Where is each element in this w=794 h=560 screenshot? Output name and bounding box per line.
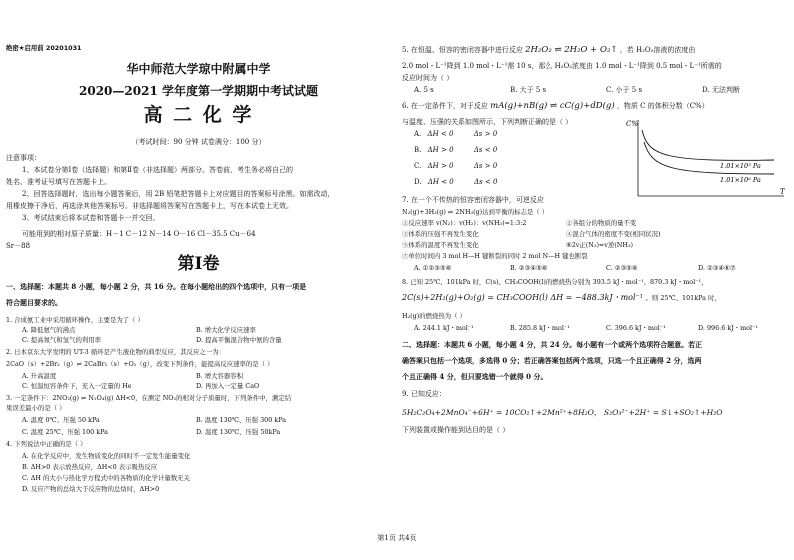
- option: C. 提高氮气和氢气的利用率: [22, 336, 102, 344]
- question-6-cont: ，物质 C 的体积分数（C%）: [616, 102, 709, 110]
- subject-title: 高 二 化 学: [143, 104, 254, 126]
- option: B. 285.8 kJ・mol⁻¹: [510, 324, 570, 332]
- option-letter: C.: [414, 162, 422, 170]
- notice-line: 姓名、准考证号填写在答题卡上。: [6, 178, 111, 186]
- option: B. 增大化学反应速率: [196, 326, 256, 334]
- option: C. 恒温恒容条件下，充入一定量的 He: [22, 382, 132, 390]
- section-2-intro: 二、选择题：本题共 6 小题，每小题 4 分，共 24 分。每小题有一个或两个选项符合题意。若正: [402, 340, 703, 349]
- section-intro: 符合题目要求的。: [6, 298, 62, 307]
- delta-s: Δs < 0: [473, 146, 498, 154]
- delta-s: Δs > 0: [473, 130, 498, 138]
- q7-item: ①反应速率 v(N₂)：v(H₂)：v(NH₃)=1:3:2: [402, 219, 527, 227]
- question-4: 4. 下列说法中正确的是（ ）: [6, 440, 87, 448]
- equation: 2C(s)+2H₂(g)+O₂(g) = CH₃COOH(l) ΔH = −488.3kJ・mol⁻¹: [402, 293, 643, 302]
- secret-mark: 绝密★启用前 20201031: [6, 44, 82, 52]
- option-letter: A.: [414, 130, 422, 138]
- question-9-line: 下列装置或操作能到达目的是（ ）: [402, 426, 510, 434]
- q7-item: ⑥2v正(N₂)=v逆(NH₃): [566, 241, 634, 249]
- question-8-cont: 。则 25℃、101kPa 时，: [645, 294, 721, 302]
- curve-lower-label: 1.01×10⁶ Pa: [720, 176, 761, 184]
- atomic-mass-line: 可能用到的相对原子质量：H－1 C－12 N－14 O－16 Cl－35.5 Cu－64: [22, 230, 256, 238]
- delta-h: ΔH < 0: [427, 178, 454, 186]
- question-5-line: 反应时间为（ ）: [402, 74, 454, 82]
- q7-item: ⑤体系的温度不再发生变化: [402, 241, 479, 249]
- delta-h: ΔH < 0: [427, 130, 454, 138]
- notice-line: 3、考试结束后将本试卷和答题卡一并交回。: [22, 214, 160, 222]
- equation: 2H₂O₂ ⇌ 2H₂O + O₂↑: [525, 45, 618, 55]
- option: A. 5 s: [414, 86, 434, 94]
- curve-upper-label: 1.01×10⁵ Pa: [720, 162, 761, 170]
- option: B. 大于 5 s: [510, 86, 547, 94]
- delta-s: Δs > 0: [473, 162, 498, 170]
- option: C. 小于 5 s: [606, 86, 643, 94]
- question-5: 5. 在恒温、恒容的密闭容器中进行反应: [402, 46, 523, 54]
- option: D. ②③④⑥⑦: [698, 264, 736, 272]
- option: C. ②③⑤⑥: [606, 264, 638, 272]
- question-5-cont: ，若 H₂O₂溶液的浓度由: [619, 46, 696, 54]
- q7-item: ③体系的压强不再发生变化: [402, 230, 479, 238]
- q7-item: ②各组分的物质的量不变: [566, 219, 637, 227]
- option: A. 在化学反应中，发生物质变化的同时不一定发生能量变化: [22, 452, 191, 460]
- section-title-1: 第Ⅰ卷: [177, 254, 220, 274]
- delta-h: ΔH > 0: [427, 162, 454, 170]
- option: B. 温度 130℃、压强 300 kPa: [196, 416, 287, 424]
- question-3-cont: 果误差最小的是（ ）: [6, 404, 66, 412]
- option: A. ①②③⑤⑥: [414, 264, 452, 272]
- question-9-equation: [402, 408, 723, 418]
- section-2-intro: 个且正确得 4 分，但只要选错一个就得 0 分。: [402, 372, 548, 381]
- option: D. 温度 130℃、压强 50kPa: [196, 428, 281, 436]
- question-9: 9. 已知反应：: [402, 390, 446, 398]
- option: A. 降低氨气的沸点: [22, 326, 76, 334]
- question-1: 1. 合成氨工业中采用循环操作，主要是为了（ ）: [6, 316, 144, 324]
- option: C. ΔH 的大小与热化学方程式中的各物质的化学计量数无关: [22, 474, 190, 482]
- question-2: 2. 日本京东大学发明的 UT-3 循环是产生液化物的典型反应，其反应之一为：: [6, 348, 225, 356]
- page-footer: 第1页 共4页: [377, 534, 417, 542]
- q7-item: ⑦单位时间内 3 mol H—H 键断裂的同时 2 mol N—H 键也断裂: [402, 252, 588, 260]
- delta-h: ΔH > 0: [427, 146, 454, 154]
- atomic-mass-line-2: Sr－88: [6, 242, 31, 250]
- question-7: 7. 在一个不传热的恒容密闭容器中，可逆反应: [402, 196, 544, 204]
- question-3: 3. 一定条件下：2NO₂(g) ⇌ N₂O₄(g) ΔH<0，在测定 NO₂的相对分子质量时，下列条件中，测定结: [6, 394, 292, 402]
- equation: mA(g)+nB(g) ⇌ cC(g)+dD(g): [490, 101, 615, 111]
- option: B. ΔH>0 表示放热反应，ΔH<0 表示吸热反应: [22, 463, 158, 471]
- delta-s: Δs < 0: [474, 178, 498, 186]
- y-axis-label: C%: [626, 120, 639, 128]
- option: B. ②③④⑤⑥: [510, 264, 548, 272]
- question-5-line: 2.0 mol・L⁻¹降到 1.0 mol・L⁻¹需 10 s，那么 H₂O₂浓度由 1.0 mol・L⁻¹降到 0.5 mol・L⁻¹所需的: [402, 62, 722, 70]
- section-2-intro: 确答案只包括一个选项，多选得 0 分；若正确答案包括两个选项，只选一个且正确得 2 分，选两: [402, 356, 702, 365]
- option: A. 升高温度: [22, 372, 57, 380]
- option: C. 温度 25℃、压强 100 kPa: [22, 428, 108, 436]
- curve-upper: [642, 130, 774, 160]
- equation: 5H₂C₂O₄+2MnO₄⁻+6H⁺ = 10CO₂↑+2Mn²⁺+8H₂O， S₂O₃²⁻+2H⁺ = S↓+SO₂↑+H₂O: [402, 408, 723, 417]
- school-name: 华中师范大学琼中附属中学: [126, 62, 271, 76]
- option: B. 增大容器容积: [196, 372, 244, 380]
- option: C. 396.6 kJ・mol⁻¹: [606, 324, 666, 332]
- x-axis-label: T: [780, 188, 785, 196]
- question-8: 8. 已知 25℃、101kPa 时，C(s)、CH₃COOH(l)的燃烧热分别为 393.5 kJ・mol⁻¹、870.3 kJ・mol⁻¹，: [402, 278, 708, 286]
- option: D. 无法判断: [702, 86, 740, 94]
- option: D. 996.6 kJ・mol⁻¹: [698, 324, 758, 332]
- question-6: 6. 在一定条件下，对于反应: [402, 102, 488, 110]
- notice-line: 2、回答选择题时，选出每小题答案后，用 2B 铅笔把答题卡上对应题目的答案标号涂黑。如需改动，: [22, 190, 335, 198]
- option: D. 再加入一定量 CaO: [196, 382, 260, 390]
- notice-line: 1、本试卷分第Ⅰ卷（选择题）和第Ⅱ卷（非选择题）两部分。答卷前，考生务必将自己的: [22, 166, 293, 174]
- option: D. 反应产物的总焓大于反应物的总焓时，ΔH>0: [22, 485, 160, 493]
- question-2-equation: 2CaO（s）+2Br₂（g）⇌ 2CaBr₂（s）+O₂（g），改变下列条件，能提高反应速率的是（ ）: [6, 360, 274, 368]
- option-letter: D.: [414, 178, 422, 186]
- option: [414, 178, 497, 187]
- option: [414, 162, 497, 171]
- option-letter: B.: [414, 146, 422, 154]
- option: A. 温度 0℃、压强 50 kPa: [22, 416, 100, 424]
- question-8-line: H₂(g)的燃烧热为（ ）: [402, 312, 466, 320]
- exam-info: （考试时间：90 分钟 试卷满分：100 分）: [131, 138, 266, 146]
- question-6-line: 与温度、压强的关系如图所示，下列判断正确的是（ ）: [402, 118, 573, 126]
- notice-title: 注意事项：: [6, 154, 41, 162]
- option: [414, 146, 497, 155]
- c-percent-temperature-graph: [624, 116, 790, 202]
- option: D. 提高平衡混合物中氨的含量: [196, 336, 282, 344]
- option: A. 244.1 kJ・mol⁻¹: [414, 324, 474, 332]
- section-intro: 一、选择题：本题共 8 小题，每小题 2 分，共 16 分。在每小题给出的四个选项中，只有一项是: [6, 282, 307, 291]
- exam-title: 2020—2021 学年度第一学期期中考试试题: [79, 84, 318, 98]
- question-7-equation: N₂(g)+3H₂(g) ⇌ 2NH₃(g)达到平衡的标志是（ ）: [402, 208, 549, 216]
- q7-item: ④混合气体的密度不变(相同状况): [566, 230, 661, 238]
- notice-line: 用橡皮擦干净后，再选涂其他答案标号。非选择题将答案写在答题卡上，写在本试卷上无效。: [6, 202, 293, 210]
- option: [414, 130, 497, 139]
